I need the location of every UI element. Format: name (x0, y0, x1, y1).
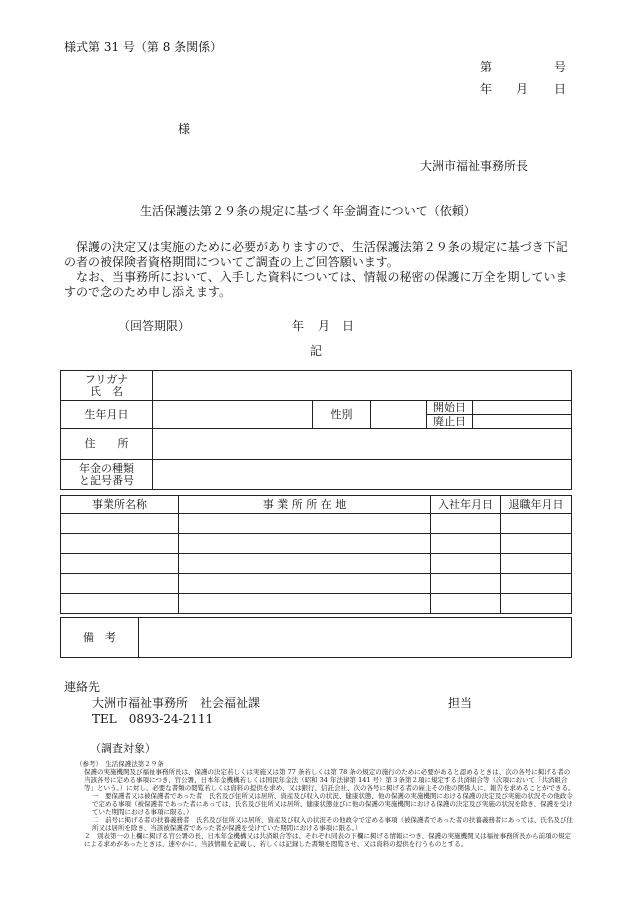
leave-date-input[interactable] (501, 514, 572, 534)
join-date-input[interactable] (431, 594, 501, 614)
employment-table (60, 495, 572, 614)
reply-year: 年 (292, 319, 305, 333)
table-row (61, 554, 572, 574)
note-paragraph-1: 保護の実施機関及び福祉事務所長は、保護の決定若しくは実施又は第 77 条若しくは第 78 条の規定の施行のために必要があると認めるときは、次の各号に掲げる者の当該各号に定める事項につき、官公署、日本年金機構若しくは国民年金法（昭和 34 年法律第 141 号）第３条第２項に規定する共済組合等（次項において「共済組合等」という。）に対し、必要な書類の閲覧若しくは資料の提供を求め、又は銀行、信託会社、次の各号に掲げる者の雇主その他の関係人に、報告を求めることができる。 (84, 768, 575, 792)
name-input[interactable] (153, 371, 572, 401)
remarks-input[interactable] (139, 618, 572, 658)
note-item-2: 二 前号に掲げる者の扶養義務者 氏名及び住所又は居所、資産及び収入の状況その他政令で定める事項（被保護者であった者の扶養義務者にあっては、氏名及び住所又は居所を除き、当該被保護者であった者が保護を受けていた期間における事項に限る。） (92, 816, 573, 832)
office-name-input[interactable] (61, 534, 179, 554)
gender-input[interactable] (371, 401, 427, 429)
office-name-input[interactable] (61, 574, 179, 594)
office-address-input[interactable] (179, 554, 431, 574)
reference-notes (76, 760, 576, 848)
subject-info-table (60, 370, 572, 490)
pension-type-label-2: と記号番号 (79, 473, 134, 487)
join-date-input[interactable] (431, 554, 501, 574)
name-label: 氏 名 (90, 384, 123, 398)
birthdate-input[interactable] (153, 401, 313, 429)
contact-office: 大洲市福祉事務所 社会福祉課 (92, 696, 261, 710)
body-paragraphs (64, 240, 574, 300)
join-date-input[interactable] (431, 574, 501, 594)
address-label: 住 所 (61, 429, 153, 460)
start-date-label: 開始日 (427, 401, 473, 415)
leave-date-input[interactable] (501, 554, 572, 574)
date-month: 月 (516, 82, 529, 96)
ki-heading: 記 (310, 344, 323, 358)
number-dai: 第 (480, 60, 493, 74)
reply-deadline-label: （回答期限） (118, 319, 191, 333)
col-office-name: 事業所名称 (61, 496, 179, 514)
table-row (61, 534, 572, 554)
leave-date-input[interactable] (501, 594, 572, 614)
join-date-input[interactable] (431, 514, 501, 534)
pension-type-label-1: 年金の種類 (79, 461, 134, 475)
leave-date-input[interactable] (501, 534, 572, 554)
address-input[interactable] (153, 429, 572, 460)
gender-label: 性別 (313, 401, 371, 429)
office-address-input[interactable] (179, 574, 431, 594)
office-name-input[interactable] (61, 594, 179, 614)
date-year: 年 (480, 82, 493, 96)
contact-tanto: 担当 (448, 696, 473, 710)
survey-target-label: （調査対象） (90, 742, 156, 755)
paragraph-2: なお、当事務所において、入手した資料については、情報の秘密の保護に万全を期していますので念のため申し添えます。 (64, 270, 568, 299)
col-join-date: 入社年月日 (431, 496, 501, 514)
date-day: 日 (554, 82, 567, 96)
addressee-sama: 様 (178, 122, 191, 136)
note-item-1: 一 要保護者又は被保護者であった者 氏名及び住所又は居所、資産及び収入の状況、健康状態、他の保護の実施機関における保護の決定及び実施の状況その他政令で定める事項（被保護者であった者にあっては、氏名及び住所又は居所、健康状態並びに他の保護の実施機関における保護の決定及び実施の状況を除き、保護を受けていた期間における事項に限る。） (92, 792, 573, 816)
leave-date-input[interactable] (501, 574, 572, 594)
document-title: 生活保護法第２９条の規定に基づく年金調査について（依頼） (140, 204, 476, 218)
join-date-input[interactable] (431, 534, 501, 554)
pension-type-cell (61, 460, 153, 490)
paragraph-1: 保護の決定又は実施のために必要がありますので、生活保護法第２９条の規定に基づき下記の者の被保険者資格期間についてご調査の上ご回答願います。 (64, 240, 568, 269)
col-leave-date: 退職年月日 (501, 496, 572, 514)
contact-label: 連絡先 (64, 680, 101, 694)
number-go: 号 (554, 60, 567, 74)
sender-name: 大洲市福祉事務所長 (420, 159, 529, 173)
pension-type-input[interactable] (153, 460, 572, 490)
table-row (61, 514, 572, 534)
note-paragraph-2: ２ 別表第一の上欄に掲げる官公署の長、日本年金機構又は共済組合等は、それぞれ同表の下欄に掲げる情報につき、保護の実施機関又は福祉事務所長から前項の規定による求めがあったときは、速やかに、当該情報を記載し、若しくは記録した書類を閲覧させ、又は資料の提供を行うものとする。 (84, 832, 572, 848)
form-number: 様式第 31 号（第 8 条関係） (64, 40, 223, 54)
office-address-input[interactable] (179, 594, 431, 614)
remarks-label: 備 考 (61, 618, 139, 658)
remarks-table (60, 617, 572, 658)
end-date-input[interactable] (473, 415, 572, 429)
furigana-name-cell (61, 371, 153, 401)
col-office-address: 事 業 所 所 在 地 (179, 496, 431, 514)
end-date-label: 廃止日 (427, 415, 473, 429)
office-name-input[interactable] (61, 514, 179, 534)
birthdate-label: 生年月日 (61, 401, 153, 429)
reply-month: 月 (318, 319, 331, 333)
furigana-label: フリガナ (84, 372, 129, 386)
table-row (61, 574, 572, 594)
office-name-input[interactable] (61, 554, 179, 574)
office-address-input[interactable] (179, 534, 431, 554)
note-reference: （参考） 生活保護法第２９条 (76, 760, 164, 768)
table-row (61, 594, 572, 614)
reply-day: 日 (342, 319, 355, 333)
contact-tel: TEL 0893-24-2111 (92, 712, 214, 726)
office-address-input[interactable] (179, 514, 431, 534)
start-date-input[interactable] (473, 401, 572, 415)
